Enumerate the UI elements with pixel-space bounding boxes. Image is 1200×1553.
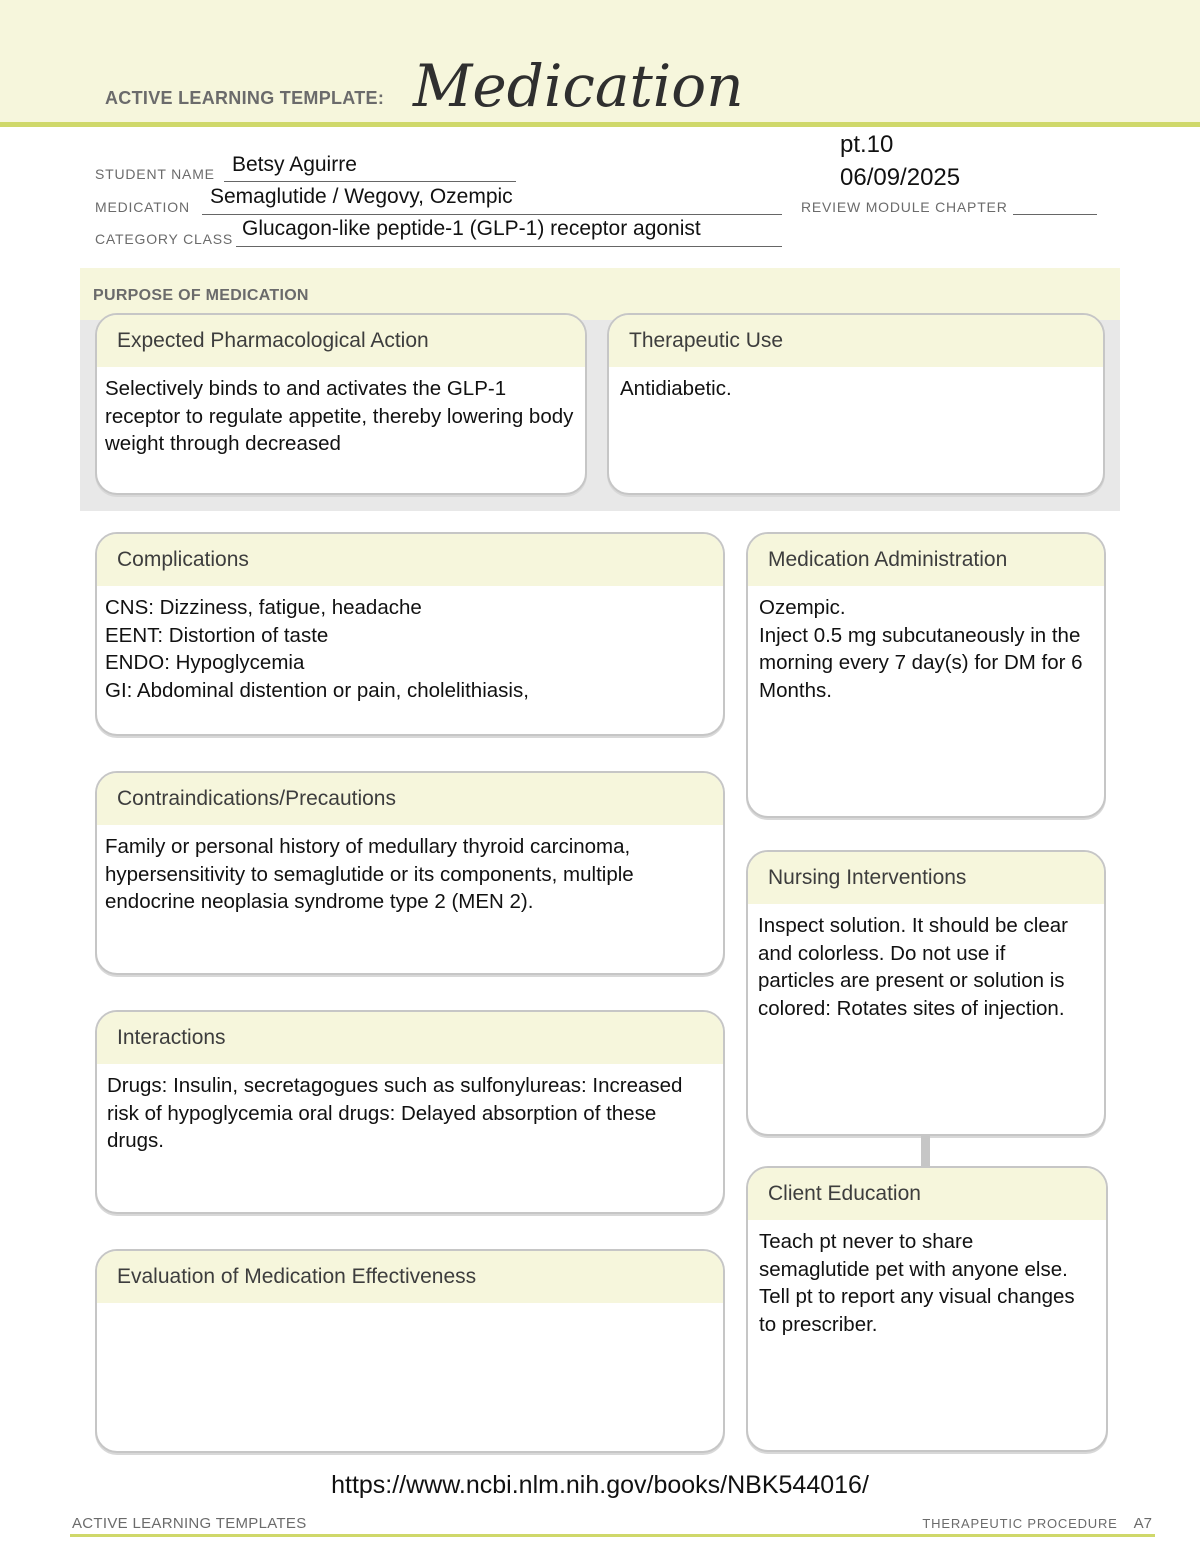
expected-action-box (95, 313, 587, 495)
client-education-box (746, 1166, 1108, 1452)
evaluation-text[interactable] (97, 1303, 723, 1311)
purpose-label: PURPOSE OF MEDICATION (93, 287, 309, 304)
footer-right (922, 1515, 1152, 1532)
footer-left: ACTIVE LEARNING TEMPLATES (72, 1515, 307, 1532)
complication-line: GI: Abdominal distention or pain, cholelithiasis, (105, 678, 529, 702)
complications-box (95, 532, 725, 736)
footer-rule (70, 1534, 1155, 1537)
complications-text[interactable] (97, 586, 723, 704)
category-class-line (236, 246, 782, 247)
contraindications-text[interactable]: Family or personal history of medullary thyroid carcinoma, hypersensitivity to semaglutide or its components, multiple endocrine neoplasia syndrome type 2 (MEN 2). (105, 835, 634, 913)
review-module-line (1013, 214, 1097, 215)
nursing-interventions-text[interactable]: Inspect solution. It should be clear and colorless. Do not use if particles are present or solution is colored: Rotates sites of injection. (758, 914, 1068, 1020)
medication-value[interactable]: Semaglutide / Wegovy, Ozempic (210, 185, 513, 208)
template-label: ACTIVE LEARNING TEMPLATE: (105, 88, 385, 108)
evaluation-title: Evaluation of Medication Effectiveness (97, 1251, 723, 1303)
medication-label: MEDICATION (95, 199, 190, 215)
contraindications-title: Contraindications/Precautions (97, 773, 723, 825)
student-name-value[interactable]: Betsy Aguirre (232, 153, 357, 176)
complication-line: EENT: Distortion of taste (105, 623, 329, 647)
education-line: Tell pt to report any visual changes to prescriber. (759, 1285, 1075, 1336)
interactions-text[interactable]: Drugs: Insulin, secretagogues such as sulfonylureas: Increased risk of hypoglycemia oral drugs: Delayed absorption of these drugs. (107, 1074, 683, 1152)
student-name-line (224, 181, 516, 182)
category-class-value[interactable]: Glucagon-like peptide-1 (GLP-1) receptor agonist (242, 217, 701, 240)
student-name-label: STUDENT NAME (95, 166, 215, 182)
category-class-label: CATEGORY CLASS (95, 231, 234, 247)
annotation-pt: pt.10 (840, 131, 894, 158)
expected-action-text[interactable]: Selectively binds to and activates the GLP-1 receptor to regulate appetite, thereby lowering body weight through decreased (105, 377, 574, 455)
complications-title: Complications (97, 534, 723, 586)
annotation-date: 06/09/2025 (840, 164, 961, 191)
reference-url[interactable]: https://www.ncbi.nlm.nih.gov/books/NBK544016/ (331, 1471, 869, 1499)
nursing-interventions-box (746, 850, 1106, 1136)
expected-action-title: Expected Pharmacological Action (97, 315, 585, 367)
interactions-title: Interactions (97, 1012, 723, 1064)
therapeutic-use-text[interactable]: Antidiabetic. (620, 377, 732, 400)
client-education-title: Client Education (748, 1168, 1106, 1220)
review-module-label: REVIEW MODULE CHAPTER (801, 199, 1008, 215)
contraindications-box (95, 771, 725, 975)
administration-box (746, 532, 1106, 818)
therapeutic-use-box (607, 313, 1105, 495)
page-number: A7 (1133, 1515, 1152, 1532)
administration-line: Ozempic. (759, 596, 846, 619)
nursing-interventions-title: Nursing Interventions (748, 852, 1104, 904)
evaluation-box (95, 1249, 725, 1453)
client-education-text[interactable] (748, 1220, 1106, 1338)
administration-line: Inject 0.5 mg subcutaneously in the morning every 7 day(s) for DM for 6 Months. (759, 623, 1083, 702)
interactions-box (95, 1010, 725, 1214)
footer-procedure: THERAPEUTIC PROCEDURE (922, 1516, 1118, 1531)
template-title: Medication (413, 52, 744, 120)
administration-text[interactable] (748, 586, 1104, 704)
medication-line (202, 214, 782, 215)
therapeutic-use-title: Therapeutic Use (609, 315, 1103, 367)
complication-line: ENDO: Hypoglycemia (105, 651, 305, 674)
header-rule (0, 122, 1200, 127)
box-connector (921, 1135, 930, 1167)
complication-line: CNS: Dizziness, fatigue, headache (105, 596, 422, 619)
education-line: Teach pt never to share semaglutide pet with anyone else. (759, 1230, 1068, 1281)
administration-title: Medication Administration (748, 534, 1104, 586)
